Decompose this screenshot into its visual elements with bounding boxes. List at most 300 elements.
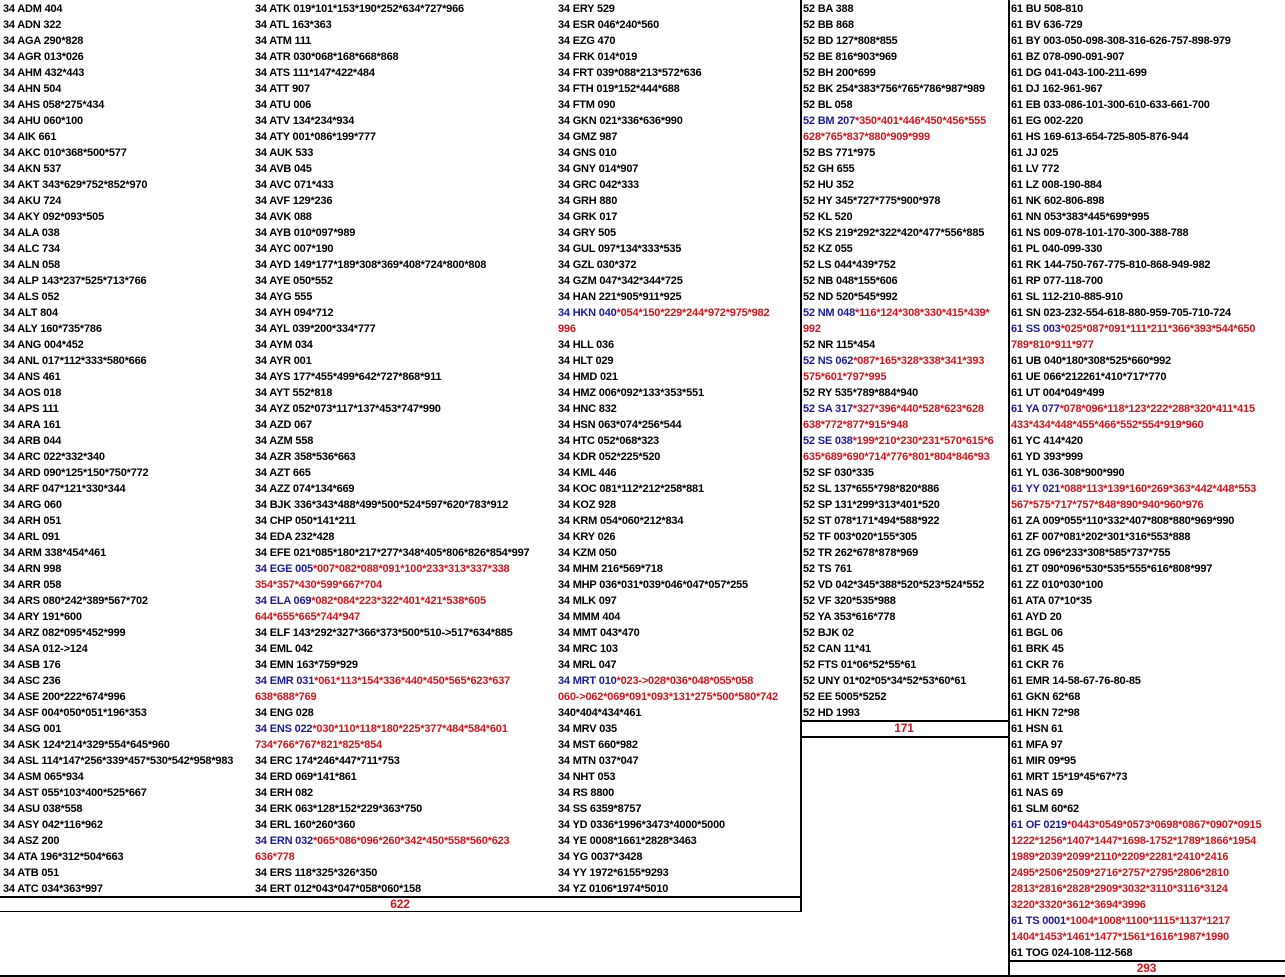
list-item bbox=[1011, 321, 1283, 337]
entry-text: 61 HS 169-613-654-725-805-876-944 bbox=[1011, 131, 1189, 143]
list-item bbox=[3, 833, 252, 849]
entry-prefix: 52 SA 317 bbox=[803, 403, 853, 415]
entry-text: 61 NK 602-806-898 bbox=[1011, 195, 1105, 207]
entry-text: 61 JJ 025 bbox=[1011, 147, 1059, 159]
plate-list-34-part1 bbox=[3, 1, 252, 897]
list-item bbox=[3, 865, 252, 881]
entry-text: 34 ATB 051 bbox=[3, 867, 60, 879]
entry-text: 52 VD 042*345*388*520*523*524*552 bbox=[803, 579, 985, 591]
entry-text: 34 ADN 322 bbox=[3, 19, 62, 31]
entry-text: 34 GNS 010 bbox=[558, 147, 617, 159]
list-item bbox=[3, 705, 252, 721]
list-item bbox=[803, 481, 1006, 497]
list-item bbox=[1011, 113, 1283, 129]
list-item bbox=[255, 689, 553, 705]
entry-text: 52 KZ 055 bbox=[803, 243, 853, 255]
list-item bbox=[558, 401, 798, 417]
list-item bbox=[3, 401, 252, 417]
list-item bbox=[1011, 433, 1283, 449]
entry-text: 34 MHP 036*031*039*046*047*057*255 bbox=[558, 579, 748, 591]
entry-text: 52 ST 078*171*494*588*922 bbox=[803, 515, 940, 527]
list-item bbox=[803, 241, 1006, 257]
entry-text: 52 LS 044*439*752 bbox=[803, 259, 896, 271]
entry-text: 34 ALA 038 bbox=[3, 227, 60, 239]
list-item bbox=[3, 145, 252, 161]
list-item bbox=[1011, 785, 1283, 801]
list-item bbox=[1011, 225, 1283, 241]
list-item bbox=[255, 33, 553, 49]
entry-text: 34 MMM 404 bbox=[558, 611, 621, 623]
list-item bbox=[558, 257, 798, 273]
list-item bbox=[1011, 65, 1283, 81]
entry-text: 34 HNC 832 bbox=[558, 403, 617, 415]
plate-list-34-part3 bbox=[558, 1, 798, 897]
entry-highlight: 635*689*690*714*776*801*804*846*93 bbox=[803, 451, 990, 463]
entry-text: 34 ARN 998 bbox=[3, 563, 62, 575]
list-item bbox=[1011, 417, 1283, 433]
entry-highlight: 992 bbox=[803, 323, 821, 335]
list-item bbox=[255, 417, 553, 433]
entry-text: 52 SL 137*655*798*820*886 bbox=[803, 483, 940, 495]
list-item bbox=[3, 769, 252, 785]
list-item bbox=[803, 561, 1006, 577]
entry-text: 34 ASA 012->124 bbox=[3, 643, 88, 655]
list-item bbox=[255, 209, 553, 225]
list-item bbox=[558, 545, 798, 561]
list-item bbox=[803, 273, 1006, 289]
entry-text: 61 LZ 008-190-884 bbox=[1011, 179, 1102, 191]
list-item bbox=[3, 737, 252, 753]
list-item bbox=[558, 497, 798, 513]
entry-text: 61 YL 036-308*900*990 bbox=[1011, 467, 1125, 479]
entry-text: 34 ARZ 082*095*452*999 bbox=[3, 627, 126, 639]
list-item bbox=[558, 145, 798, 161]
entry-highlight: *088*113*139*160*269*363*442*448*553 bbox=[1060, 483, 1257, 495]
list-item bbox=[558, 577, 798, 593]
entry-highlight: *061*113*154*336*440*450*565*623*637 bbox=[314, 675, 511, 687]
list-item bbox=[3, 17, 252, 33]
entry-text: 61 BRK 45 bbox=[1011, 643, 1064, 655]
list-item bbox=[3, 97, 252, 113]
entry-text: 34 MRL 047 bbox=[558, 659, 617, 671]
list-item bbox=[3, 385, 252, 401]
entry-text: 52 BE 816*903*969 bbox=[803, 51, 897, 63]
list-item bbox=[558, 513, 798, 529]
plate-list-34-part2 bbox=[255, 1, 553, 897]
entry-text: 34 HMZ 006*092*133*353*551 bbox=[558, 387, 704, 399]
list-item bbox=[558, 753, 798, 769]
divider-52-bottom bbox=[800, 736, 1008, 738]
entry-highlight: 1404*1453*1461*1477*1561*1616*1987*1990 bbox=[1011, 931, 1229, 943]
list-item bbox=[803, 177, 1006, 193]
entry-text: 61 RK 144-750-767-775-810-868-949-982 bbox=[1011, 259, 1211, 271]
list-item bbox=[558, 465, 798, 481]
entry-text: 61 GKN 62*68 bbox=[1011, 691, 1081, 703]
list-item bbox=[255, 145, 553, 161]
entry-text: 52 SP 131*299*313*401*520 bbox=[803, 499, 940, 511]
entry-text: 34 FRT 039*088*213*572*636 bbox=[558, 67, 702, 79]
entry-highlight: *0443*0549*0573*0698*0867*0907*0915 bbox=[1067, 819, 1262, 831]
entry-highlight: 789*810*911*977 bbox=[1011, 339, 1094, 351]
list-item bbox=[3, 241, 252, 257]
list-item bbox=[1011, 833, 1283, 849]
list-item bbox=[1011, 449, 1283, 465]
entry-text: 34 ALP 143*237*525*713*766 bbox=[3, 275, 147, 287]
list-item bbox=[558, 369, 798, 385]
entry-text: 52 BK 254*383*756*765*786*987*989 bbox=[803, 83, 985, 95]
list-item bbox=[558, 449, 798, 465]
entry-text: 34 YY 1972*6155*9293 bbox=[558, 867, 669, 879]
list-item bbox=[255, 833, 553, 849]
list-item bbox=[558, 337, 798, 353]
list-item bbox=[1011, 49, 1283, 65]
entry-text: 34 ESR 046*240*560 bbox=[558, 19, 659, 31]
entry-text: 34 AKT 343*629*752*852*970 bbox=[3, 179, 148, 191]
list-item bbox=[558, 737, 798, 753]
list-item bbox=[1011, 481, 1283, 497]
list-item bbox=[558, 17, 798, 33]
list-item bbox=[803, 97, 1006, 113]
entry-highlight: *007*082*088*091*100*233*313*337*338 bbox=[312, 563, 510, 575]
entry-text: 61 CKR 76 bbox=[1011, 659, 1064, 671]
list-item bbox=[1011, 369, 1283, 385]
list-item bbox=[1011, 641, 1283, 657]
list-item bbox=[255, 513, 553, 529]
entry-text: 34 AST 055*103*400*525*667 bbox=[3, 787, 147, 799]
list-item bbox=[1011, 753, 1283, 769]
entry-highlight: *116*124*308*330*415*439* bbox=[855, 307, 990, 319]
entry-text: 34 BJK 336*343*488*499*500*524*597*620*783*912 bbox=[255, 499, 509, 511]
entry-text: 34 AYS 177*455*499*642*727*868*911 bbox=[255, 371, 442, 383]
list-item bbox=[558, 641, 798, 657]
entry-prefix: 52 NS 062 bbox=[803, 355, 854, 367]
list-item bbox=[558, 625, 798, 641]
entry-highlight: 1989*2039*2099*2110*2209*2281*2410*2416 bbox=[1011, 851, 1229, 863]
entry-prefix: 34 EGE 005 bbox=[255, 563, 313, 575]
entry-text: 52 BH 200*699 bbox=[803, 67, 876, 79]
entry-text: 34 ARB 044 bbox=[3, 435, 62, 447]
list-item bbox=[1011, 529, 1283, 545]
entry-text: 61 TOG 024-108-112-568 bbox=[1011, 947, 1133, 959]
entry-text: 61 ZA 009*055*110*332*407*808*880*969*990 bbox=[1011, 515, 1235, 527]
entry-text: 61 YD 393*999 bbox=[1011, 451, 1083, 463]
list-item bbox=[558, 705, 798, 721]
entry-text: 34 AVC 071*433 bbox=[255, 179, 334, 191]
list-item bbox=[255, 625, 553, 641]
entry-text: 34 KZM 050 bbox=[558, 547, 617, 559]
list-item bbox=[3, 641, 252, 657]
list-item bbox=[255, 49, 553, 65]
list-item bbox=[3, 529, 252, 545]
list-item bbox=[558, 241, 798, 257]
entry-text: 61 MIR 09*95 bbox=[1011, 755, 1076, 767]
list-item bbox=[255, 769, 553, 785]
list-item bbox=[803, 49, 1006, 65]
entry-text: 34 ATU 006 bbox=[255, 99, 312, 111]
entry-text: 61 ZZ 010*030*100 bbox=[1011, 579, 1104, 591]
list-item bbox=[3, 657, 252, 673]
entry-highlight: *327*396*440*528*623*628 bbox=[852, 403, 984, 415]
entry-text: 52 BS 771*975 bbox=[803, 147, 876, 159]
entry-text: 34 ALT 804 bbox=[3, 307, 58, 319]
entry-text: 34 YG 0037*3428 bbox=[558, 851, 643, 863]
entry-text: 34 AVF 129*236 bbox=[255, 195, 333, 207]
list-item bbox=[558, 353, 798, 369]
entry-text: 52 FTS 01*06*52*55*61 bbox=[803, 659, 917, 671]
entry-text: 52 YA 353*616*778 bbox=[803, 611, 896, 623]
entry-text: 34 AGR 013*026 bbox=[3, 51, 84, 63]
entry-text: 61 EB 033-086-101-300-610-633-661-700 bbox=[1011, 99, 1210, 111]
list-item bbox=[558, 209, 798, 225]
list-item bbox=[3, 817, 252, 833]
entry-text: 34 AYT 552*818 bbox=[255, 387, 333, 399]
entry-highlight: 575*601*797*995 bbox=[803, 371, 887, 383]
list-item bbox=[255, 497, 553, 513]
entry-text: 34 ATV 134*234*934 bbox=[255, 115, 355, 127]
list-item bbox=[1011, 1, 1283, 17]
entry-text: 34 KOZ 928 bbox=[558, 499, 616, 511]
entry-text: 34 HSN 063*074*256*544 bbox=[558, 419, 682, 431]
entry-highlight: 433*434*448*455*466*552*554*919*960 bbox=[1011, 419, 1204, 431]
list-item bbox=[255, 433, 553, 449]
list-item bbox=[558, 33, 798, 49]
list-item bbox=[255, 481, 553, 497]
entry-text: 34 AKC 010*368*500*577 bbox=[3, 147, 127, 159]
entry-text: 34 AVB 045 bbox=[255, 163, 312, 175]
entry-text: 34 AGA 290*828 bbox=[3, 35, 84, 47]
list-item bbox=[558, 417, 798, 433]
entry-text: 34 AHN 504 bbox=[3, 83, 62, 95]
list-item bbox=[1011, 929, 1283, 945]
entry-text: 61 MFA 97 bbox=[1011, 739, 1063, 751]
list-item bbox=[1011, 145, 1283, 161]
list-item bbox=[803, 465, 1006, 481]
list-item bbox=[3, 417, 252, 433]
entry-text: 61 ZT 090*096*530*535*555*616*808*997 bbox=[1011, 563, 1213, 575]
entry-prefix: 34 MRT 010 bbox=[558, 675, 617, 687]
list-item bbox=[3, 481, 252, 497]
list-item bbox=[3, 193, 252, 209]
list-item bbox=[558, 849, 798, 865]
list-item bbox=[803, 609, 1006, 625]
entry-text: 34 AYZ 052*073*117*137*453*747*990 bbox=[255, 403, 441, 415]
entry-text: 34 AKU 724 bbox=[3, 195, 62, 207]
entry-text: 52 HU 352 bbox=[803, 179, 854, 191]
list-item bbox=[3, 785, 252, 801]
list-item bbox=[803, 257, 1006, 273]
list-item bbox=[558, 97, 798, 113]
entry-text: 61 BZ 078-090-091-907 bbox=[1011, 51, 1125, 63]
entry-text: 34 ASF 004*050*051*196*353 bbox=[3, 707, 147, 719]
list-item bbox=[803, 209, 1006, 225]
entry-text: 34 AYD 149*177*189*308*369*408*724*800*808 bbox=[255, 259, 487, 271]
entry-text: 34 ARY 191*600 bbox=[3, 611, 82, 623]
list-item bbox=[803, 33, 1006, 49]
list-item bbox=[255, 465, 553, 481]
list-item bbox=[3, 305, 252, 321]
entry-text: 34 EZG 470 bbox=[558, 35, 616, 47]
list-item bbox=[255, 865, 553, 881]
entry-text: 52 NB 048*155*606 bbox=[803, 275, 898, 287]
list-item bbox=[1011, 657, 1283, 673]
entry-text: 34 MMT 043*470 bbox=[558, 627, 640, 639]
list-item bbox=[3, 881, 252, 897]
entry-text: 34 ARF 047*121*330*344 bbox=[3, 483, 126, 495]
list-item bbox=[3, 225, 252, 241]
entry-highlight: *350*401*446*450*456*555 bbox=[855, 115, 987, 127]
list-item bbox=[803, 545, 1006, 561]
entry-prefix: 61 YA 077 bbox=[1011, 403, 1060, 415]
list-item bbox=[3, 689, 252, 705]
entry-highlight: 060->062*069*091*093*131*275*500*580*742 bbox=[558, 691, 778, 703]
entry-highlight: *078*096*118*123*222*288*320*411*415 bbox=[1059, 403, 1255, 415]
entry-text: 34 GZL 030*372 bbox=[558, 259, 637, 271]
list-item bbox=[255, 737, 553, 753]
entry-text: 61 EMR 14-58-67-76-80-85 bbox=[1011, 675, 1141, 687]
entry-text: 52 TF 003*020*155*305 bbox=[803, 531, 917, 543]
list-item bbox=[1011, 881, 1283, 897]
entry-highlight: 567*575*717*757*848*890*940*960*976 bbox=[1011, 499, 1204, 511]
entry-text: 34 AHU 060*100 bbox=[3, 115, 83, 127]
list-item bbox=[803, 161, 1006, 177]
list-item bbox=[1011, 801, 1283, 817]
entry-text: 34 ARR 058 bbox=[3, 579, 62, 591]
list-item bbox=[255, 161, 553, 177]
list-item bbox=[3, 49, 252, 65]
list-item bbox=[255, 609, 553, 625]
entry-text: 34 ANG 004*452 bbox=[3, 339, 84, 351]
list-item bbox=[3, 209, 252, 225]
entry-text: 34 AYC 007*190 bbox=[255, 243, 334, 255]
entry-text: 61 ZF 007*081*202*301*316*553*888 bbox=[1011, 531, 1191, 543]
entry-highlight: 996 bbox=[558, 323, 576, 335]
entry-text: 61 BU 508-810 bbox=[1011, 3, 1084, 15]
entry-highlight: *199*210*230*231*570*615*6 bbox=[852, 435, 994, 447]
list-item bbox=[558, 481, 798, 497]
entry-text: 34 ARD 090*125*150*750*772 bbox=[3, 467, 149, 479]
column-divider-61 bbox=[1008, 0, 1010, 977]
list-item bbox=[803, 81, 1006, 97]
list-item bbox=[3, 545, 252, 561]
list-item bbox=[1011, 497, 1283, 513]
entry-text: 34 HLT 029 bbox=[558, 355, 614, 367]
entry-text: 52 BB 868 bbox=[803, 19, 854, 31]
entry-prefix: 61 OF 0219 bbox=[1011, 819, 1068, 831]
list-item bbox=[558, 49, 798, 65]
list-item bbox=[1011, 161, 1283, 177]
list-item bbox=[1011, 673, 1283, 689]
entry-prefix: 52 SE 038 bbox=[803, 435, 853, 447]
entry-highlight: 2813*2816*2828*2909*3032*3110*3116*3124 bbox=[1011, 883, 1228, 895]
list-item bbox=[1011, 705, 1283, 721]
list-item bbox=[558, 289, 798, 305]
entry-text: 34 ASM 065*934 bbox=[3, 771, 84, 783]
entry-text: 61 DG 041-043-100-211-699 bbox=[1011, 67, 1147, 79]
list-item bbox=[803, 305, 1006, 321]
entry-text: 52 SF 030*335 bbox=[803, 467, 874, 479]
list-item bbox=[558, 609, 798, 625]
list-item bbox=[803, 577, 1006, 593]
list-item bbox=[255, 401, 553, 417]
entry-text: 34 ANS 461 bbox=[3, 371, 61, 383]
list-item bbox=[803, 449, 1006, 465]
list-item bbox=[558, 817, 798, 833]
entry-text: 34 ARA 161 bbox=[3, 419, 61, 431]
list-item bbox=[255, 65, 553, 81]
entry-text: 52 UNY 01*02*05*34*52*53*60*61 bbox=[803, 675, 967, 687]
entry-text: 52 BD 127*808*855 bbox=[803, 35, 898, 47]
list-item bbox=[1011, 81, 1283, 97]
entry-highlight: 638*688*769 bbox=[255, 691, 317, 703]
entry-text: 34 APS 111 bbox=[3, 403, 59, 415]
entry-text: 61 SLM 60*62 bbox=[1011, 803, 1079, 815]
list-item bbox=[255, 449, 553, 465]
list-item bbox=[1011, 913, 1283, 929]
entry-text: 34 ATM 111 bbox=[255, 35, 312, 47]
list-item bbox=[803, 433, 1006, 449]
list-item bbox=[1011, 353, 1283, 369]
list-item bbox=[558, 193, 798, 209]
entry-text: 34 HMD 021 bbox=[558, 371, 618, 383]
list-item bbox=[803, 369, 1006, 385]
entry-text: 34 KOC 081*112*212*258*881 bbox=[558, 483, 704, 495]
list-item bbox=[255, 817, 553, 833]
entry-text: 61 RP 077-118-700 bbox=[1011, 275, 1103, 287]
entry-text: 34 ASZ 200 bbox=[3, 835, 60, 847]
entry-text: 61 AYD 20 bbox=[1011, 611, 1062, 623]
entry-text: 61 NN 053*383*445*699*995 bbox=[1011, 211, 1150, 223]
entry-text: 61 SL 112-210-885-910 bbox=[1011, 291, 1123, 303]
list-item bbox=[3, 497, 252, 513]
entry-text: 34 MLK 097 bbox=[558, 595, 617, 607]
entry-text: 34 GUL 097*134*333*535 bbox=[558, 243, 682, 255]
entry-text: 61 ZG 096*233*308*585*737*755 bbox=[1011, 547, 1171, 559]
list-item bbox=[558, 1, 798, 17]
entry-highlight: 638*772*877*915*948 bbox=[803, 419, 909, 431]
list-item bbox=[803, 353, 1006, 369]
list-item bbox=[255, 673, 553, 689]
list-item bbox=[3, 353, 252, 369]
list-item bbox=[803, 497, 1006, 513]
total-34: 622 bbox=[390, 897, 410, 911]
list-item bbox=[558, 689, 798, 705]
list-item bbox=[3, 177, 252, 193]
entry-text: 52 BA 388 bbox=[803, 3, 854, 15]
list-item bbox=[803, 145, 1006, 161]
entry-text: 34 MTN 037*047 bbox=[558, 755, 639, 767]
entry-text: 61 UT 004*049*499 bbox=[1011, 387, 1105, 399]
list-item bbox=[1011, 817, 1283, 833]
entry-text: 34 ERL 160*260*360 bbox=[255, 819, 356, 831]
list-item bbox=[255, 657, 553, 673]
list-item bbox=[1011, 33, 1283, 49]
entry-text: 34 ARH 051 bbox=[3, 515, 62, 527]
list-item bbox=[803, 673, 1006, 689]
entry-text: 34 ERY 529 bbox=[558, 3, 615, 15]
list-item bbox=[1011, 897, 1283, 913]
entry-text: 61 BGL 06 bbox=[1011, 627, 1063, 639]
list-item bbox=[558, 881, 798, 897]
entry-text: 34 AHM 432*443 bbox=[3, 67, 85, 79]
entry-highlight: *082*084*223*322*401*421*538*605 bbox=[311, 595, 486, 607]
list-item bbox=[3, 369, 252, 385]
entry-text: 34 NHT 053 bbox=[558, 771, 616, 783]
entry-text: 61 UB 040*180*308*525*660*992 bbox=[1011, 355, 1171, 367]
list-item bbox=[255, 705, 553, 721]
list-item bbox=[1011, 577, 1283, 593]
list-item bbox=[1011, 289, 1283, 305]
list-item bbox=[1011, 193, 1283, 209]
